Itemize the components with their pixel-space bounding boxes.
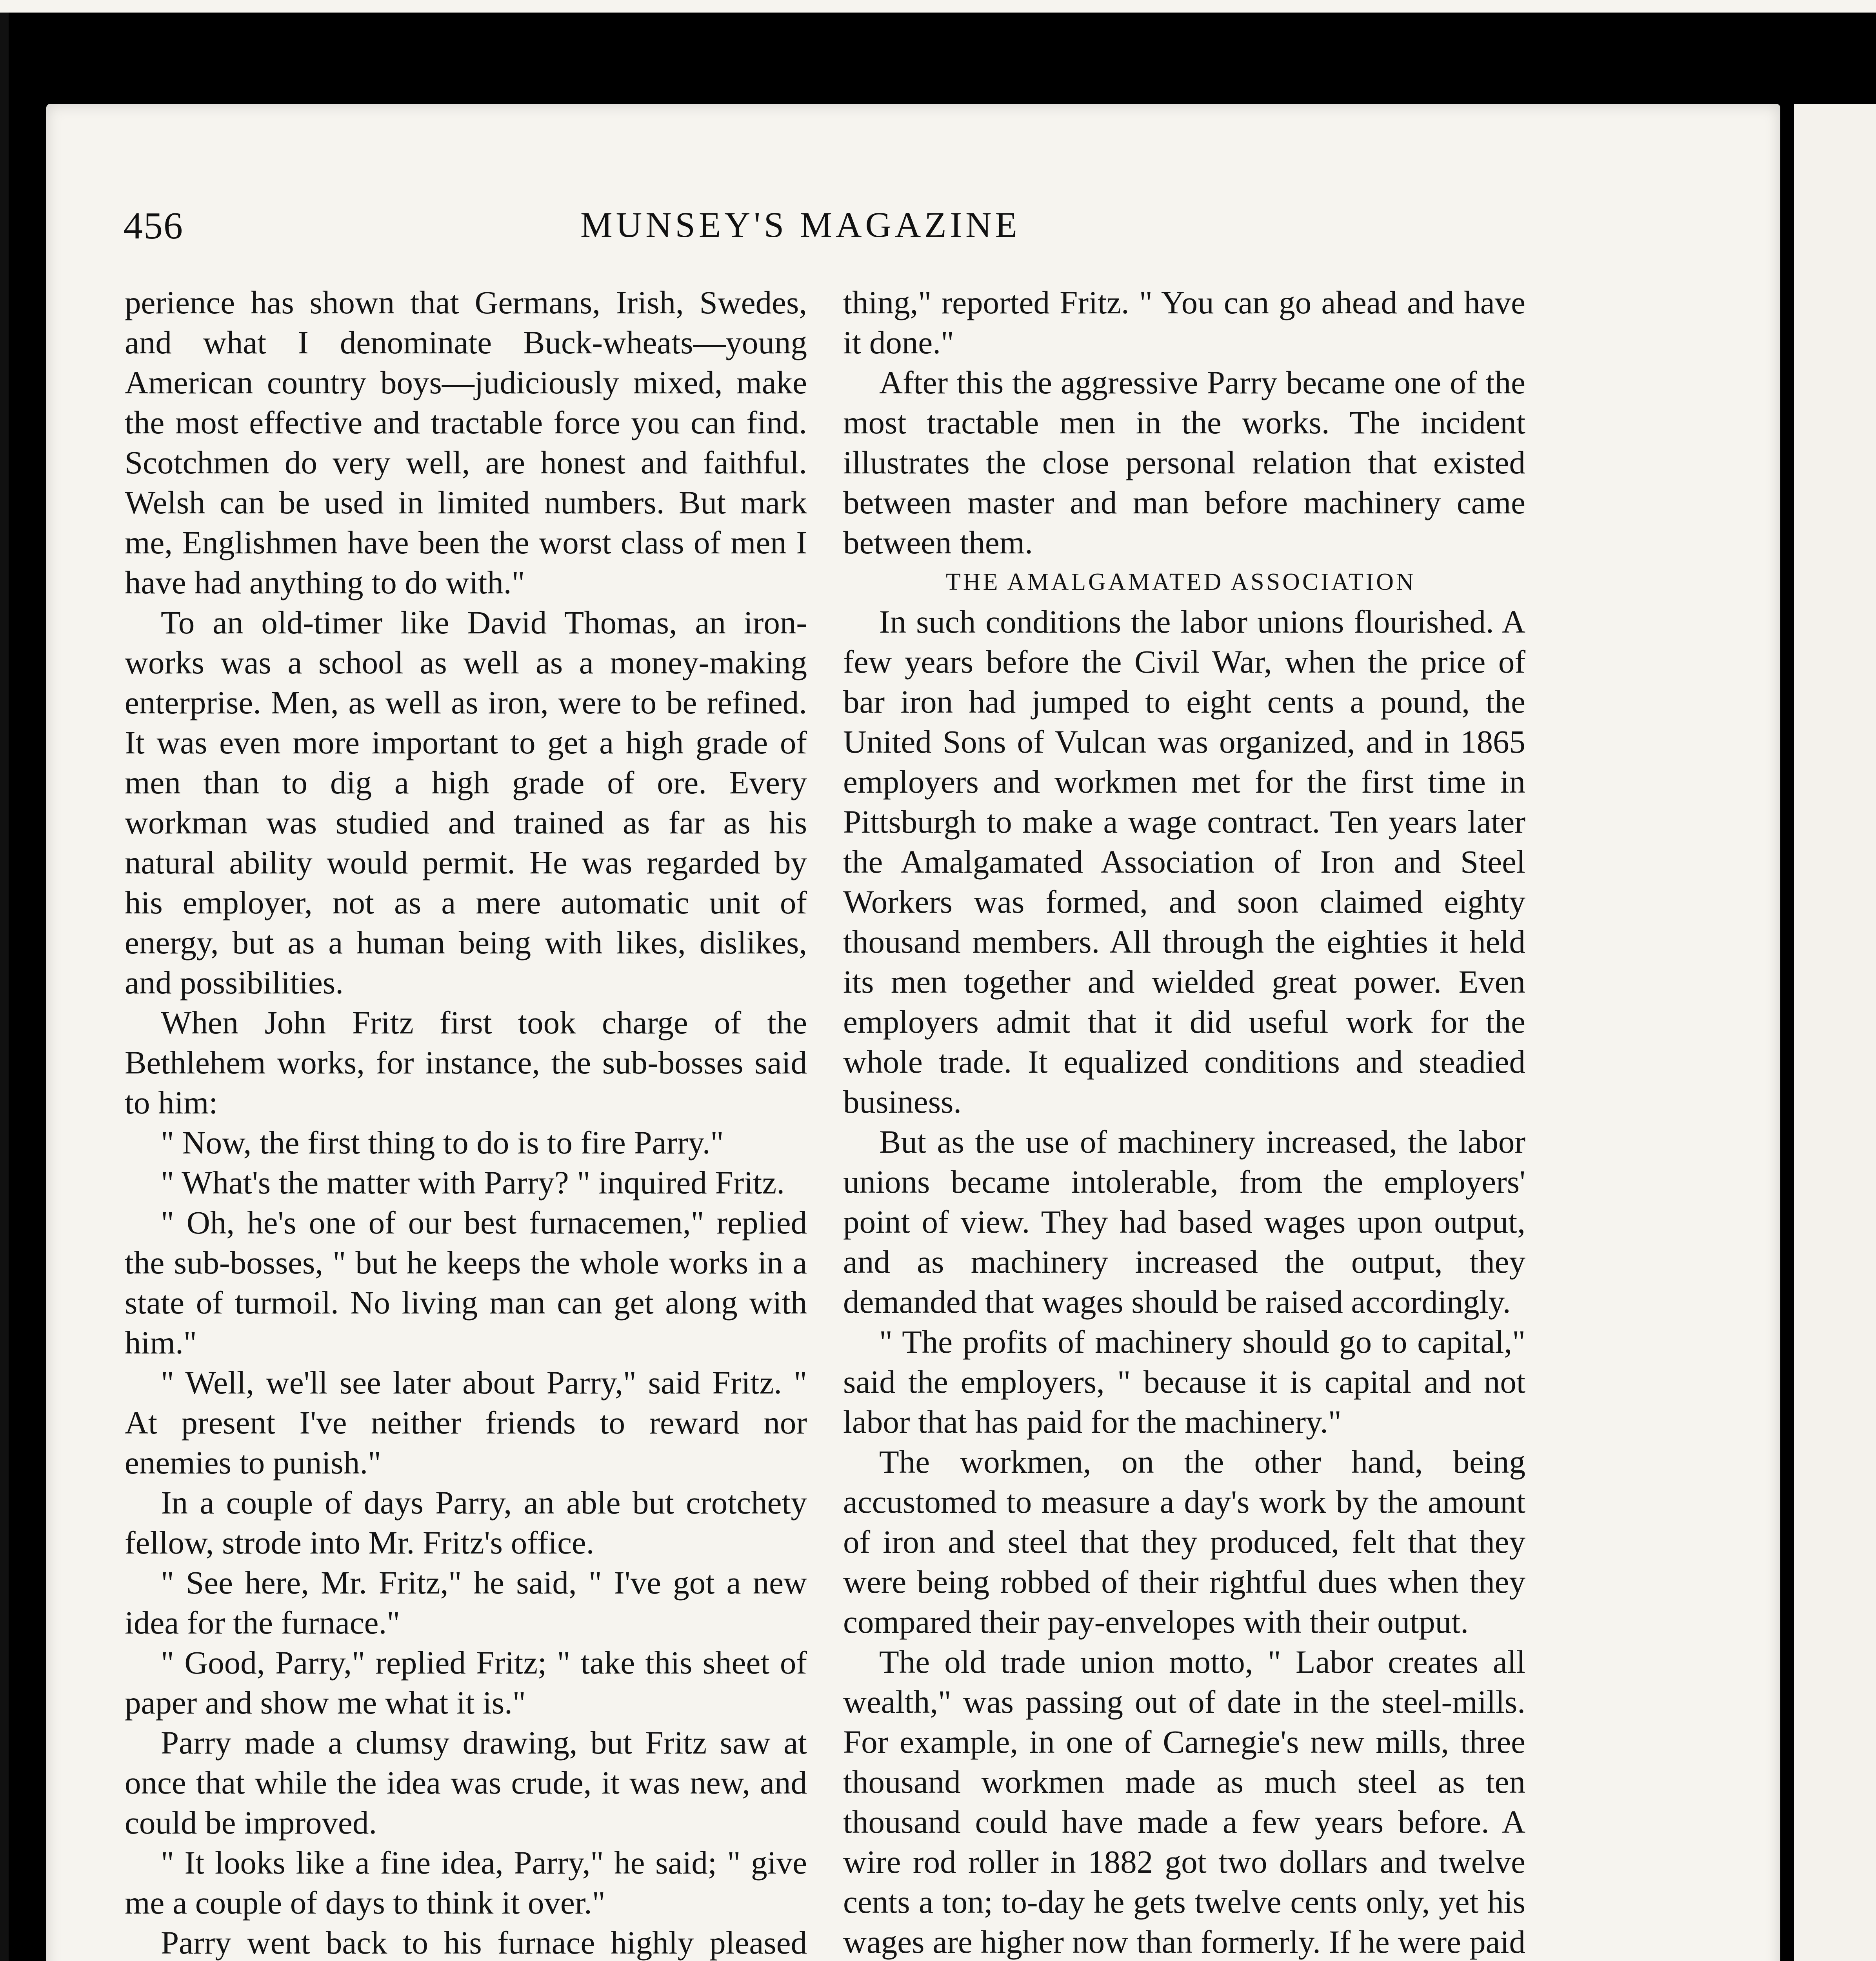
paragraph: thing," reported Fritz. " You can go ahead and have it done." <box>843 284 1525 360</box>
page-header <box>78 196 1529 259</box>
next-page-edge <box>1794 104 1876 1961</box>
paragraph: To an old-timer like David Thomas, an iron-works was a school as well as a money-making enterprise. Men, as well as iron, were to be refined. It was even more important to get a high grade of men than to dig a high grade of ore. Every workman was studied and trained as far as his natural ability would permit. He was regarded by his employer, not as a mere automatic unit of energy, but as a human being with likes, dislikes, and possibilities. <box>125 604 807 1001</box>
paragraph: When John Fritz first took charge of the Bethlehem works, for instance, the sub-bosses said to him: <box>125 1004 807 1121</box>
paragraph: The old trade union motto, " Labor creates all wealth," was passing out of date in the steel-mills. For example, in one of Carnegie's new mills, three thousand workmen made as much steel as ten thousand could have made a few years before. A wire rod roller in 1882 got two dollars and twelve cents a ton; to-day he gets twelve cents only, yet his wages are higher now than formerly. If he were paid <box>843 1644 1525 1960</box>
running-title: MUNSEY'S MAGAZINE <box>580 205 1021 245</box>
paragraph: " Now, the first thing to do is to fire Parry." <box>161 1124 724 1161</box>
page-number: 456 <box>124 205 184 247</box>
paragraph: " What's the matter with Parry? " inquired Fritz. <box>161 1164 785 1201</box>
paragraph: perience has shown that Germans, Irish, Swedes, and what I denominate Buck-wheats—young American country boys—judiciously mixed, make the most effective and tractable force you can find. Scotchmen do very well, are honest and faithful. Welsh can be used in limited numbers. But mark me, Englishmen have been the worst class of men I have had anything to do with." <box>125 284 807 600</box>
right-column <box>843 282 1525 1961</box>
paragraph: " See here, Mr. Fritz," he said, " I've got a new idea for the furnace." <box>125 1564 807 1641</box>
paragraph: Parry made a clumsy drawing, but Fritz saw at once that while the idea was crude, it was new, and could be improved. <box>125 1725 807 1841</box>
left-column <box>125 282 807 1961</box>
previous-page-edge <box>0 0 1876 13</box>
paragraph: " Oh, he's one of our best furnacemen," replied the sub-bosses, " but he keeps the whole works in a state of turmoil. No living man can get along with him." <box>125 1204 807 1361</box>
paragraph: After this the aggressive Parry became one of the most tractable men in the works. The incident illustrates the close personal relation that existed between master and man before machinery came between them. <box>843 364 1525 560</box>
paragraph: The workmen, on the other hand, being accustomed to measure a day's work by the amount of iron and steel that they produced, felt that they were being robbed of their rightful dues when they compared their pay-envelopes with their output. <box>843 1444 1525 1640</box>
section-heading: THE AMALGAMATED ASSOCIATION <box>946 569 1416 595</box>
paragraph: " It looks like a fine idea, Parry," he said; " give me a couple of days to think it over." <box>125 1845 807 1921</box>
paragraph: " Well, we'll see later about Parry," said Fritz. " At present I've neither friends to reward nor enemies to punish." <box>125 1364 807 1481</box>
paragraph: " Good, Parry," replied Fritz; " take this sheet of paper and show me what it is." <box>125 1644 807 1721</box>
paragraph: " The profits of machinery should go to capital," said the employers, " because it is capital and not labor that has paid for the machinery." <box>843 1324 1525 1440</box>
paragraph: In such conditions the labor unions flourished. A few years before the Civil War, when the price of bar iron had jumped to eight cents a pound, the United Sons of Vulcan was organized, and in 1865 employers and workmen met for the first time in Pittsburgh to make a wage contract. Ten years later the Amalgamated Association of Iron and Steel Workers was formed, and soon claimed eighty thousand members. All through the eighties it held its men together and wielded great power. Even employers admit that it did useful work for the whole trade. It equalized conditions and steadied business. <box>843 604 1525 1120</box>
paragraph: But as the use of machinery increased, the labor unions became intolerable, from the employers' point of view. They had based wages upon output, and as machinery increased the output, they demanded that wages should be raised accordingly. <box>843 1124 1525 1320</box>
paragraph: Parry went back to his furnace highly pleased <box>161 1925 807 1961</box>
paragraph: In a couple of days Parry, an able but crotchety fellow, strode into Mr. Fritz's office. <box>125 1484 807 1561</box>
scan-border <box>0 0 9 1961</box>
